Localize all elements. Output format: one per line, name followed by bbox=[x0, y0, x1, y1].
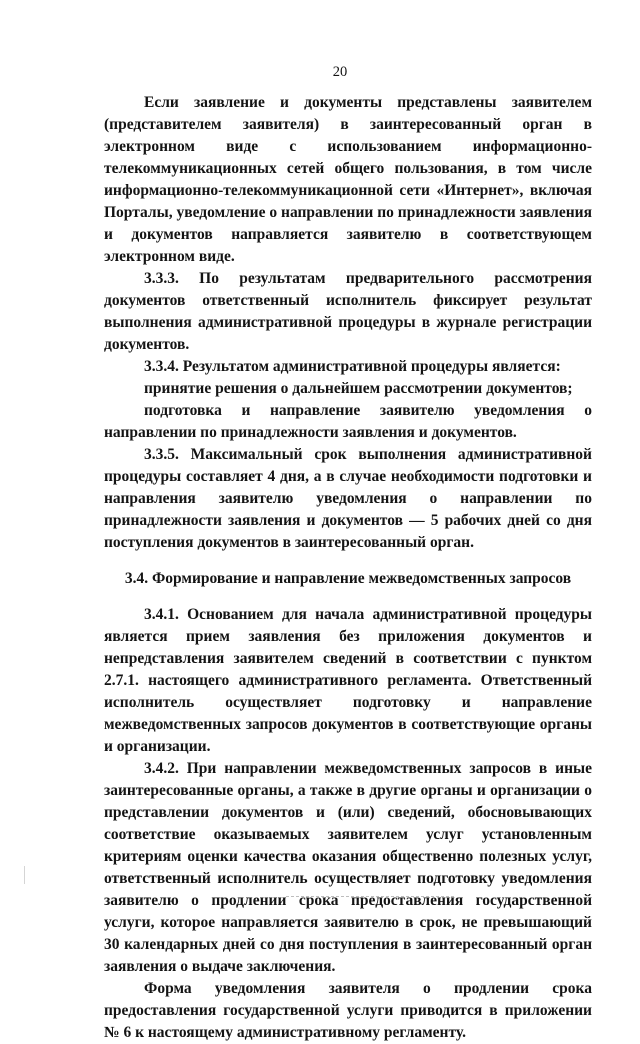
paragraph-3-3-5: 3.3.5. Максимальный срок выполнения административной процедуры составляет 4 дня, а в случае необходимости подготовки и направления заявителю уведомления о направлении по принадлежности заявления и документов — 5 рабочих дней со дня поступления документов в заинтересованный орган. bbox=[104, 446, 592, 551]
paragraph-electronic-submission: Если заявление и документы представлены заявителем (представителем заявителя) в заинтересованный орган в электронном виде с использованием информационно-телекоммуникационных сетей общего пользования, в том числе информационно-телекоммуникационной сети «Интернет», включая Порталы, уведомление о направлении по принадлежности заявления и документов направляется заявителю в соответствующем электронном виде. bbox=[104, 94, 592, 265]
page-number: 20 bbox=[332, 64, 348, 80]
paragraph-3-4-2: 3.4.2. При направлении межведомственных запросов в иные заинтересованные органы, а также в другие органы и организации о представлении документов и (или) сведений, обосновывающих соответствие оказываемых заявителем услуг установленным критериям оценки качества оказания общественно полезных услуг, ответственный исполнитель осуществляет подготовку уведомления заявителю о продлении срока предоставления государственной услуги, которое направляется заявителю в срок, не превышающий 30 календарных дней со дня поступления в заинтересованный орган заявления о выдаче заключения. bbox=[104, 760, 592, 975]
page-body bbox=[104, 92, 592, 1044]
list-item-decision: принятие решения о дальнейшем рассмотрении документов; bbox=[144, 380, 573, 397]
list-item-notification: подготовка и направление заявителю уведомления о направлении по принадлежности заявления и документов. bbox=[104, 402, 592, 441]
paragraph-3-4-1: 3.4.1. Основанием для начала административной процедуры является прием заявления без приложения документов и непредставления заявителем сведений в соответствии с пунктом 2.7.1. настоящего административного регламента. Ответственный исполнитель осуществляет подготовку и направление межведомственных запросов документов в соответствующие органы и организации. bbox=[104, 606, 592, 755]
paragraph-notification-form: Форма уведомления заявителя о продлении срока предоставления государственной услуги приводится в приложении № 6 к настоящему административному регламенту. bbox=[104, 980, 592, 1041]
paragraph-3-3-3: 3.3.3. По результатам предварительного рассмотрения документов ответственный исполнитель фиксирует результат выполнения административной процедуры в журнале регистрации документов. bbox=[104, 270, 592, 353]
scan-artifact-mark bbox=[24, 866, 25, 884]
paragraph-3-3-4: 3.3.4. Результатом административной процедуры является: bbox=[144, 358, 561, 375]
footer-scan-line bbox=[286, 896, 454, 898]
section-heading: 3.4. Формирование и направление межведомственных запросов bbox=[124, 570, 572, 587]
